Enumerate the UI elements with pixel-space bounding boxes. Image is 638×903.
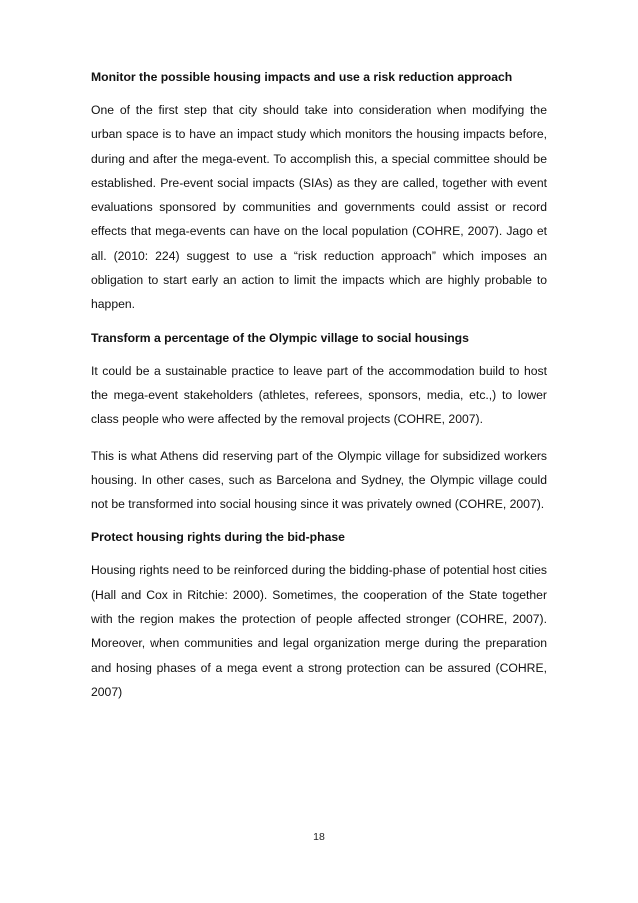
document-page (91, 68, 547, 716)
section-housing-impacts (91, 68, 547, 317)
body-paragraph: Housing rights need to be reinforced during the bidding-phase of potential host cities (Hall and Cox in Ritchie: 2000). Sometimes, the cooperation of the State together with the region makes the protection of people affected stronger (COHRE, 2007). Moreover, when communities and legal organization merge during the preparation and hosing phases of a mega event a strong protection can be assured (COHRE, 2007) (91, 563, 547, 699)
section-olympic-village (91, 329, 547, 517)
page-number: 18 (313, 831, 325, 843)
body-paragraph: It could be a sustainable practice to leave part of the accommodation build to host the mega-event stakeholders (athletes, referees, sponsors, media, etc.,) to lower class people who were affected by the removal projects (COHRE, 2007). (91, 363, 547, 427)
body-paragraph: One of the first step that city should take into consideration when modifying the urban space is to have an impact study which monitors the housing impacts before, during and after the mega-event. To accomplish this, a special committee should be established. Pre-event social impacts (SIAs) as they are called, together with event evaluations sponsored by communities and governments could assist or record effects that mega-events can have on the local population (COHRE, 2007). Jago et all. (2010: 224) suggest to use a “risk reduction approach” which imposes an obligation to start early an action to limit the impacts which are highly probable to happen. (91, 103, 547, 312)
section-bid-phase (91, 528, 547, 704)
section-heading: Transform a percentage of the Olympic village to social housings (91, 330, 469, 345)
section-heading: Protect housing rights during the bid-phase (91, 530, 345, 545)
body-paragraph: This is what Athens did reserving part of the Olympic village for subsidized workers housing. In other cases, such as Barcelona and Sydney, the Olympic village could not be transformed into social housing since it was privately owned (COHRE, 2007). (91, 448, 547, 512)
section-heading: Monitor the possible housing impacts and use a risk reduction approach (91, 70, 513, 84)
